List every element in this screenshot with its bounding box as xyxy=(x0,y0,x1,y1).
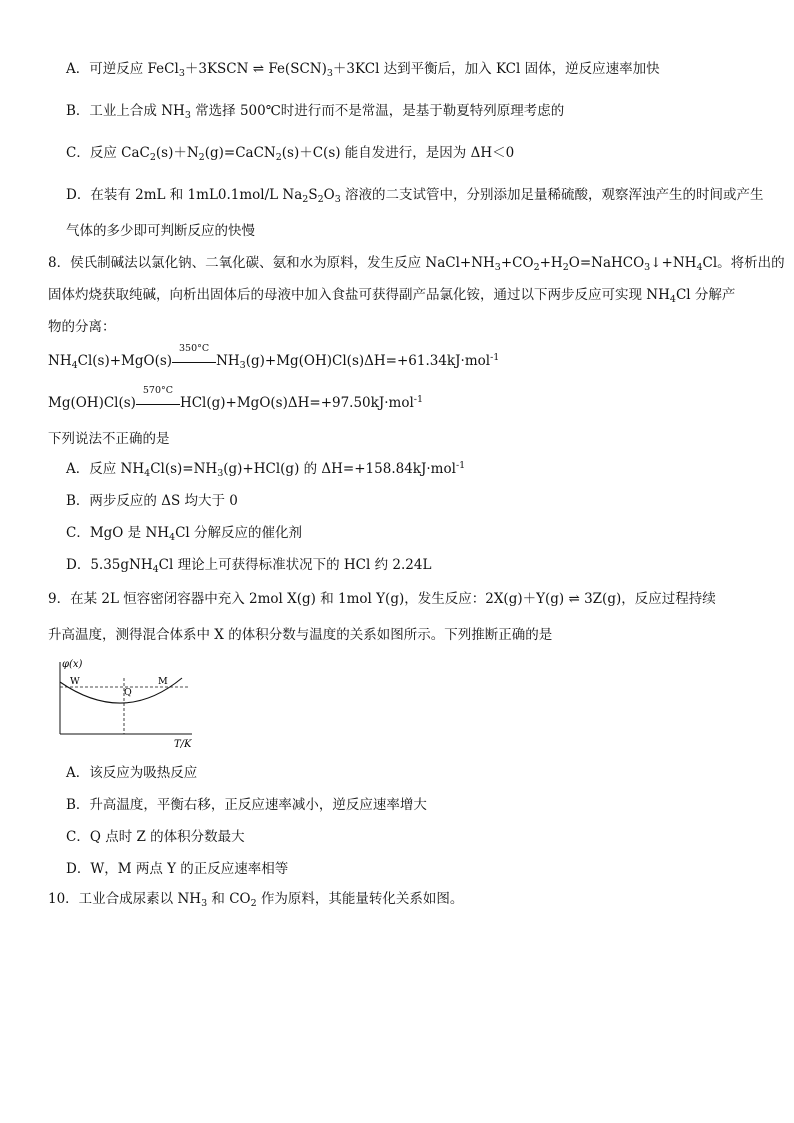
q7-option-d-line2: 气体的多少即可判断反应的快慢 xyxy=(66,223,255,239)
x-axis-label: T/K xyxy=(174,739,192,750)
reaction-condition-arrow: 350°C xyxy=(172,352,216,370)
q10-stem: 10．工业合成尿素以 $NH_3$ 和 $CO_2$ 作为原料，其能量转化关系如图。 xyxy=(48,891,464,909)
point-m-label: M xyxy=(158,676,168,687)
q8-equation-2: Mg(OH)Cl(s) 570°C HCl(g)+MgO(s)ΔH=+97.50kJ·mol$^{-1}$ xyxy=(48,385,424,411)
q8-intro-line1: 8．侯氏制碱法以氯化钠、二氧化碳、氨和水为原料，发生反应 $NaCl+NH_3+CO_2+H_2O=NaHCO_3↓+NH_4Cl$。将析出的 xyxy=(48,255,785,273)
q8-equation-1: $NH_4Cl(s)+MgO(s)$ 350°C $NH_3(g)+Mg(OH)Cl(s)\Delta H=+61.34kJ\cdot mol^{-1}$ xyxy=(48,343,500,371)
q9-graph xyxy=(46,656,206,752)
q9-stem-line2: 升高温度，测得混合体系中 X 的体积分数与温度的关系如图所示。下列推断正确的是 xyxy=(48,627,553,643)
q9-option-d: D．W，M 两点 Y 的正反应速率相等 xyxy=(66,861,289,877)
q7-option-a: A．可逆反应 FeCl$_3$＋3KSCN ⇌ $Fe(SCN)_3+3KCl$ 达到平衡后，加入 KCl 固体，逆反应速率加快 xyxy=(66,61,660,79)
q8-question: 下列说法不正确的是 xyxy=(48,431,170,447)
q8-intro-line3: 物的分离： xyxy=(48,319,116,335)
y-axis-label: φ(x) xyxy=(62,659,83,670)
q8-option-b: B．两步反应的 ΔS 均大于 0 xyxy=(66,493,238,509)
q9-option-a: A．该反应为吸热反应 xyxy=(66,765,198,781)
q8-option-c: C．MgO 是 $NH_4Cl$ 分解反应的催化剂 xyxy=(66,525,303,543)
q8-option-a: A．反应 $NH_4Cl(s)=NH_3(g)+HCl(g)$ 的 ΔH=+158.84kJ·mol$^{-1}$ xyxy=(66,460,466,479)
q8-option-d: D．5.35gNH$_4$Cl 理论上可获得标准状况下的 HCl 约 2.24L xyxy=(66,557,432,575)
q9-option-b: B．升高温度，平衡右移，正反应速率减小，逆反应速率增大 xyxy=(66,797,427,813)
point-w-label: W xyxy=(70,676,80,687)
q9-stem-line1: 9．在某 2L 恒容密闭容器中充入 2mol X(g) 和 1mol Y(g)，发生反应：2X(g)＋Y(g) ⇌ 3Z(g)，反应过程持续 xyxy=(48,591,716,607)
q7-option-c: C．反应 $CaC_2(s)+N_2(g)=CaCN_2(s)+C(s)$ 能自发进行，是因为 ΔH＜0 xyxy=(66,145,515,163)
q7-option-b: B．工业上合成 $NH_3$ 常选择 500℃时进行而不是常温，是基于勒夏特列原理考虑的 xyxy=(66,103,565,121)
q8-intro-line2: 固体灼烧获取纯碱，向析出固体后的母液中加入食盐可获得副产品氯化铵，通过以下两步反应可实现 $NH_4Cl$ 分解产 xyxy=(48,287,736,305)
point-q-label: Q xyxy=(124,687,132,698)
q7-option-d-line1: D．在装有 2mL 和 1mL0.1mol/L $Na_2S_2O_3$ 溶液的二支试管中，分别添加足量稀硫酸，观察浑浊产生的时间或产生 xyxy=(66,187,764,205)
reaction-condition-arrow: 570°C xyxy=(136,394,180,412)
q9-option-c: C．Q 点时 Z 的体积分数最大 xyxy=(66,829,245,845)
